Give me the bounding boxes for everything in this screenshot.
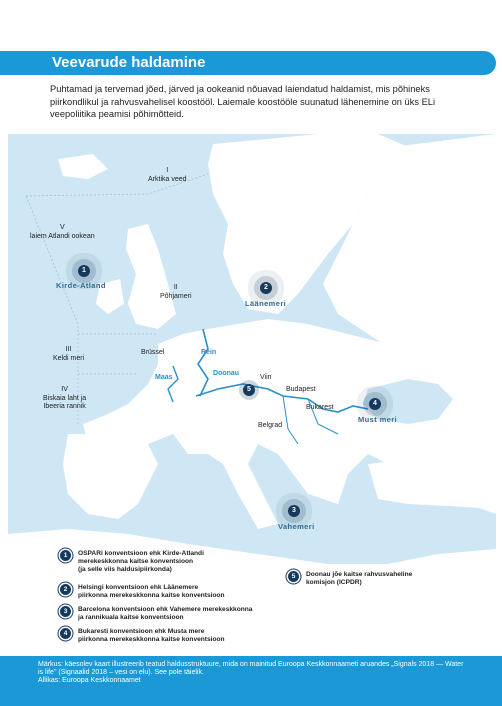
title-banner: [0, 51, 496, 75]
legend-item-2: [60, 584, 225, 600]
city-label-belgrad: Belgrad: [258, 422, 283, 429]
intro-paragraph: Puhtamad ja tervemad jõed, järved ja ookeanid nõuavad laiendatud haldamist, mis põhineks piirkondlikul ja rahvusvahelisel koostööl. Laiemale koostööle suunatud lähenemine on üks ELi veepoliitika peamisi põhimõtteid.: [50, 84, 436, 119]
legend-text-3: Barcelona konventsioon ehk Vahemere merekeskkonna ja rannikuala kaitse konventsioon: [78, 606, 253, 621]
river-label-rein: Rein: [201, 349, 217, 356]
legend-text-2: Helsingi konventsioon ehk Läänemere piirkonna merekeskkonna kaitse konventsioon: [78, 584, 225, 599]
legend-item-1: [60, 550, 204, 574]
legend-text-5: Doonau jõe kaitse rahvusvaheline komisjon (ICPDR): [306, 571, 413, 586]
city-label-budapest: Budapest: [286, 386, 316, 393]
region-label-arktika: I Arktika veed: [148, 167, 187, 183]
city-label-brussel: Brüssel: [141, 349, 165, 356]
legend-item-3: [60, 606, 252, 622]
sea-label-vahemeri: Vahemeri: [278, 522, 315, 531]
footer-text: [38, 661, 478, 686]
river-label-doonau: Doonau: [213, 370, 240, 377]
legend-marker-1: 1: [60, 550, 71, 561]
legend-item-4: [60, 628, 225, 644]
city-label-viin: Viin: [260, 374, 272, 381]
legend-text-1: OSPARi konventsioon ehk Kirde-Atlandi merekeskkonna kaitse konventsioon (ja selle viis haldusipiirkonda): [78, 550, 204, 573]
europe-map: [8, 134, 496, 656]
sea-label-laanemeri: Läänemeri: [245, 299, 287, 308]
sea-label-kirde-atland: Kirde-Atland: [56, 281, 106, 290]
region-label-keldi: III Keldi meri: [53, 346, 85, 362]
legend-item-5: [288, 571, 412, 587]
footer-note-line-1: Märkus: käesolev kaart illustreerib teatud haldusstruktuure, mida on mainitud Euroopa Keskkonnaameti aruandes „Signals 2018 — Water: [38, 661, 464, 668]
legend-marker-4: 4: [60, 628, 71, 639]
footer-note: [0, 656, 502, 706]
page-title: Veevarude haldamine: [52, 54, 206, 71]
legend-marker-2: 2: [60, 584, 71, 595]
river-label-maas: Maas: [155, 374, 173, 381]
marker-3: 3: [288, 505, 300, 517]
marker-1: 1: [78, 265, 90, 277]
legend-marker-3: 3: [60, 606, 71, 617]
marker-4: 4: [369, 398, 381, 410]
marker-5: 5: [243, 384, 255, 396]
marker-2: 2: [260, 282, 272, 294]
region-label-pohjameri: II Põhjameri: [160, 284, 192, 300]
region-label-biskaia: IV Biskaia laht ja Ibeeria rannik: [43, 386, 87, 410]
region-label-atlandi: V laiem Atlandi ookean: [30, 224, 95, 240]
sea-label-must-meri: Must meri: [358, 415, 398, 424]
footer-note-line-2: is life" (Signaalid 2018 – vesi on elu). See pole täielik.: [38, 669, 204, 677]
legend-marker-5: 5: [288, 571, 299, 582]
footer-source: Allikas: Euroopa Keskkonnaamet: [38, 677, 141, 685]
city-label-bukarest: Bukarest: [306, 404, 334, 411]
legend-text-4: Bukaresti konventsioon ehk Musta mere piirkonna merekeskkonna kaitse konventsioon: [78, 628, 225, 643]
